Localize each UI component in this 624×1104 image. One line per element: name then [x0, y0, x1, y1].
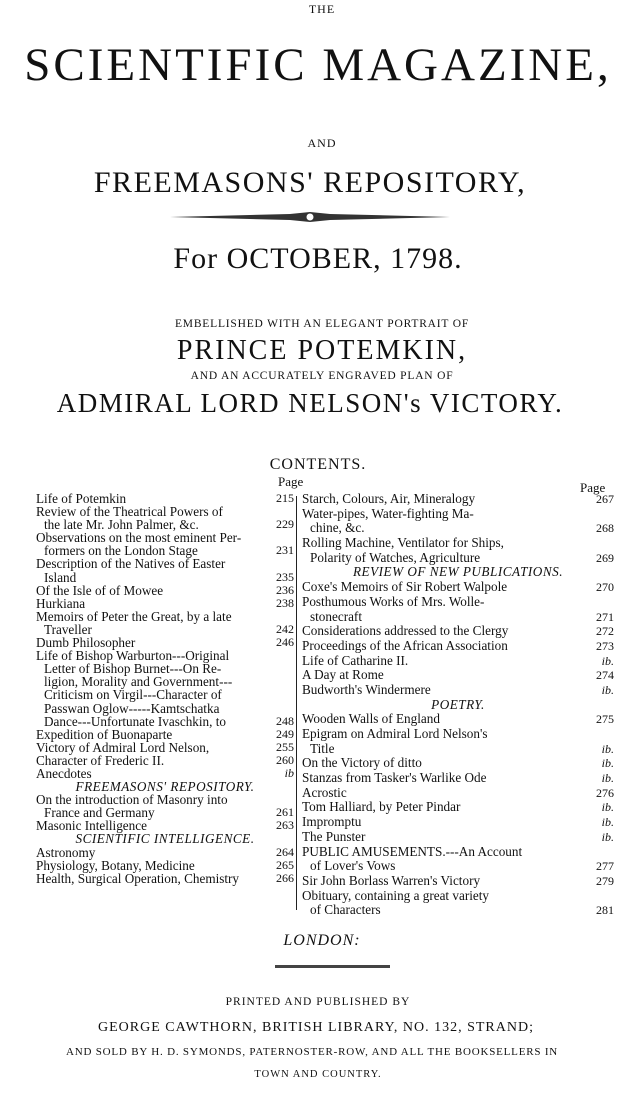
- contents-entry: [36, 741, 294, 754]
- entry-page: ib.: [601, 682, 614, 697]
- contents-entry: [302, 830, 614, 845]
- entry-title: Considerations addressed to the Clergy: [302, 623, 509, 639]
- entry-title: of Characters: [310, 902, 381, 918]
- magazine-title: SCIENTIFIC MAGAZINE,: [24, 39, 612, 91]
- entry-page: ib.: [601, 741, 614, 756]
- entry-page: ib.: [601, 815, 614, 830]
- entry-title: A Day at Rome: [302, 667, 384, 683]
- portrait-name: PRINCE POTEMKIN,: [176, 335, 468, 366]
- contents-entry: [36, 728, 294, 741]
- entry-page: 264: [276, 844, 294, 859]
- entry-page: 268: [596, 521, 614, 536]
- entry-title: Expedition of Buonaparte: [36, 726, 173, 742]
- entry-page: 270: [596, 580, 614, 595]
- entry-title: PUBLIC AMUSEMENTS.---An Account: [302, 843, 523, 859]
- entry-title: On the introduction of Masonry into: [36, 792, 228, 808]
- contents-entry: [302, 492, 614, 507]
- entry-title: the late Mr. John Palmer, &c.: [44, 517, 199, 533]
- column-divider: [296, 496, 297, 910]
- entry-title: stonecraft: [310, 608, 362, 624]
- entry-title: Stanzas from Tasker's Warlike Ode: [302, 770, 487, 786]
- contents-entry: [302, 889, 614, 904]
- entry-title: Dance---Unfortunate Ivaschkin, to: [44, 713, 226, 729]
- entry-title: formers on the London Stage: [44, 543, 198, 559]
- entry-title: Proceedings of the African Association: [302, 637, 508, 653]
- entry-page: 231: [276, 543, 294, 558]
- ornament-rule-icon: [170, 212, 450, 222]
- entry-page: 236: [276, 582, 294, 597]
- contents-entry: [302, 742, 614, 757]
- contents-entry: [302, 786, 614, 801]
- entry-title: Dumb Philosopher: [36, 635, 136, 651]
- entry-title: Obituary, containing a great variety: [302, 887, 489, 903]
- contents-entry: [302, 610, 614, 625]
- entry-page: 229: [276, 517, 294, 532]
- entry-title: Tom Halliard, by Peter Pindar: [302, 799, 461, 815]
- entry-page: 260: [276, 752, 294, 767]
- entry-page: 235: [276, 569, 294, 584]
- entry-page: ib.: [601, 756, 614, 771]
- entry-page: 277: [596, 859, 614, 874]
- issue-date: For OCTOBER, 1798.: [173, 242, 463, 275]
- contents-entry: [302, 800, 614, 815]
- contents-entry: [36, 872, 294, 885]
- page-label-right: Page: [580, 480, 606, 495]
- magazine-subtitle: FREEMASONS' REPOSITORY,: [93, 166, 527, 199]
- contents-entry: [302, 551, 614, 566]
- entry-page: 274: [596, 668, 614, 683]
- contents-entry: [302, 903, 614, 918]
- plan-line: AND AN ACCURATELY ENGRAVED PLAN OF: [190, 370, 454, 382]
- section-heading: FREEMASONS' REPOSITORY.: [75, 779, 255, 795]
- contents-entry: [302, 654, 614, 669]
- entry-title: Budworth's Windermere: [302, 681, 431, 697]
- entry-title: Anecdotes: [36, 765, 92, 781]
- contents-heading: CONTENTS.: [269, 456, 367, 473]
- embellished-line: EMBELLISHED WITH AN ELEGANT PORTRAIT OF: [174, 318, 470, 330]
- entry-page: 248: [276, 713, 294, 728]
- entry-title: The Punster: [302, 828, 366, 844]
- section-heading: POETRY.: [431, 696, 485, 712]
- entry-title: Sir John Borlass Warren's Victory: [302, 872, 481, 888]
- entry-title: Water-pipes, Water-fighting Ma-: [302, 505, 474, 521]
- entry-title: Review of the Theatrical Powers of: [36, 504, 223, 520]
- entry-title: Physiology, Botany, Medicine: [36, 857, 195, 873]
- imprint-city: LONDON:: [283, 932, 361, 949]
- contents-entry: [36, 571, 294, 584]
- entry-page: 273: [596, 638, 614, 653]
- contents-entry: [36, 584, 294, 597]
- entry-title: France and Germany: [44, 805, 155, 821]
- contents-entry: [302, 595, 614, 610]
- entry-title: Rolling Machine, Ventilator for Ships,: [302, 535, 504, 551]
- contents-entry: [36, 702, 294, 715]
- entry-title: of Lover's Vows: [310, 858, 396, 874]
- contents-entry: [36, 754, 294, 767]
- entry-page: ib.: [601, 771, 614, 786]
- contents-entry: [302, 668, 614, 683]
- contents-entry: [302, 859, 614, 874]
- entry-title: Observations on the most eminent Per-: [36, 530, 242, 546]
- entry-title: Memoirs of Peter the Great, by a late: [36, 608, 232, 624]
- entry-page: 255: [276, 739, 294, 754]
- contents-entry: [36, 846, 294, 859]
- entry-page: 265: [276, 857, 294, 872]
- entry-title: ligion, Morality and Government---: [44, 674, 233, 690]
- entry-page: ib.: [601, 829, 614, 844]
- entry-title: Title: [310, 740, 335, 756]
- section-heading: REVIEW OF NEW PUBLICATIONS.: [352, 564, 564, 580]
- entry-page: 281: [596, 903, 614, 918]
- entry-title: Health, Surgical Operation, Chemistry: [36, 870, 240, 886]
- entry-page: 275: [596, 712, 614, 727]
- entry-page: 269: [596, 550, 614, 565]
- imprint-rule: [275, 965, 390, 968]
- contents-entry: [302, 756, 614, 771]
- entry-title: Traveller: [44, 621, 92, 637]
- contents-entry: [36, 859, 294, 872]
- entry-title: Polarity of Watches, Agriculture: [310, 549, 481, 565]
- section-heading: SCIENTIFIC INTELLIGENCE.: [75, 831, 255, 847]
- entry-page: 246: [276, 635, 294, 650]
- entry-title: Posthumous Works of Mrs. Wolle-: [302, 593, 485, 609]
- and-label: AND: [307, 136, 337, 150]
- contents-right-column: [302, 492, 614, 918]
- publisher: GEORGE CAWTHORN, BRITISH LIBRARY, NO. 132, STRAND;: [98, 1020, 534, 1035]
- entry-page: 261: [276, 805, 294, 820]
- entry-title: Starch, Colours, Air, Mineralogy: [302, 491, 476, 506]
- entry-page: 215: [276, 491, 294, 505]
- entry-title: Wooden Walls of England: [302, 711, 440, 727]
- the-label: THE: [308, 2, 336, 16]
- entry-title: chine, &c.: [310, 520, 365, 536]
- entry-title: Criticism on Virgil---Character of: [44, 687, 222, 703]
- entry-title: Masonic Intelligence: [36, 818, 147, 834]
- entry-page: 242: [276, 621, 294, 636]
- contents-entry: [302, 521, 614, 536]
- contents-entry: [302, 639, 614, 654]
- contents-entry: [302, 712, 614, 727]
- entry-page: 276: [596, 785, 614, 800]
- entry-page: 249: [276, 726, 294, 741]
- entry-title: Astronomy: [36, 844, 96, 860]
- contents-entry: [302, 536, 614, 551]
- contents-entry: [302, 771, 614, 786]
- contents-entry: [302, 507, 614, 522]
- entry-title: Of the Isle of of Mowee: [36, 582, 164, 598]
- entry-page: 267: [596, 492, 614, 506]
- contents-entry: [36, 610, 294, 623]
- entry-title: Island: [44, 569, 77, 585]
- entry-title: Passwan Oglow-----Kamtschatka: [44, 700, 220, 716]
- entry-page: ib.: [601, 653, 614, 668]
- contents-entry: [302, 624, 614, 639]
- entry-title: On the Victory of ditto: [302, 755, 422, 771]
- entry-title: Life of Catharine II.: [302, 652, 409, 668]
- contents-entry: [36, 715, 294, 728]
- entry-page: 272: [596, 624, 614, 639]
- contents-entry: [302, 683, 614, 698]
- entry-title: Hurkiana: [36, 595, 86, 611]
- contents-left-column: [36, 492, 294, 885]
- entry-title: Character of Frederic II.: [36, 752, 165, 768]
- entry-title: Description of the Natives of Easter: [36, 556, 226, 572]
- entry-page: 238: [276, 595, 294, 610]
- entry-page: ib.: [601, 800, 614, 815]
- entry-title: Impromptu: [302, 814, 362, 830]
- town-country: TOWN AND COUNTRY.: [254, 1069, 382, 1080]
- contents-entry: [36, 597, 294, 610]
- entry-title: Life of Potemkin: [36, 491, 127, 506]
- contents-entry: [36, 557, 294, 570]
- entry-title: Life of Bishop Warburton---Original: [36, 648, 230, 664]
- entry-title: Acrostic: [302, 784, 347, 800]
- entry-page: ib: [284, 765, 294, 780]
- printed-by: PRINTED AND PUBLISHED BY: [225, 996, 411, 1008]
- entry-title: Letter of Bishop Burnet---On Re-: [44, 661, 222, 677]
- plan-name: ADMIRAL LORD NELSON's VICTORY.: [56, 388, 564, 418]
- entry-page: 266: [276, 870, 294, 885]
- page-label-left: Page: [278, 474, 304, 489]
- entry-page: 263: [276, 818, 294, 833]
- contents-entry: [302, 874, 614, 889]
- sold-by: AND SOLD BY H. D. SYMONDS, PATERNOSTER-ROW, AND ALL THE BOOKSELLERS IN: [65, 1046, 559, 1058]
- entry-page: 271: [596, 609, 614, 624]
- entry-title: Coxe's Memoirs of Sir Robert Walpole: [302, 579, 508, 595]
- contents-entry: [302, 727, 614, 742]
- contents-entry: [302, 815, 614, 830]
- contents-entry: [302, 580, 614, 595]
- entry-title: Victory of Admiral Lord Nelson,: [36, 739, 210, 755]
- entry-title: Epigram on Admiral Lord Nelson's: [302, 726, 488, 741]
- contents-entry: [36, 688, 294, 701]
- contents-entry: [302, 845, 614, 860]
- entry-page: 279: [596, 873, 614, 888]
